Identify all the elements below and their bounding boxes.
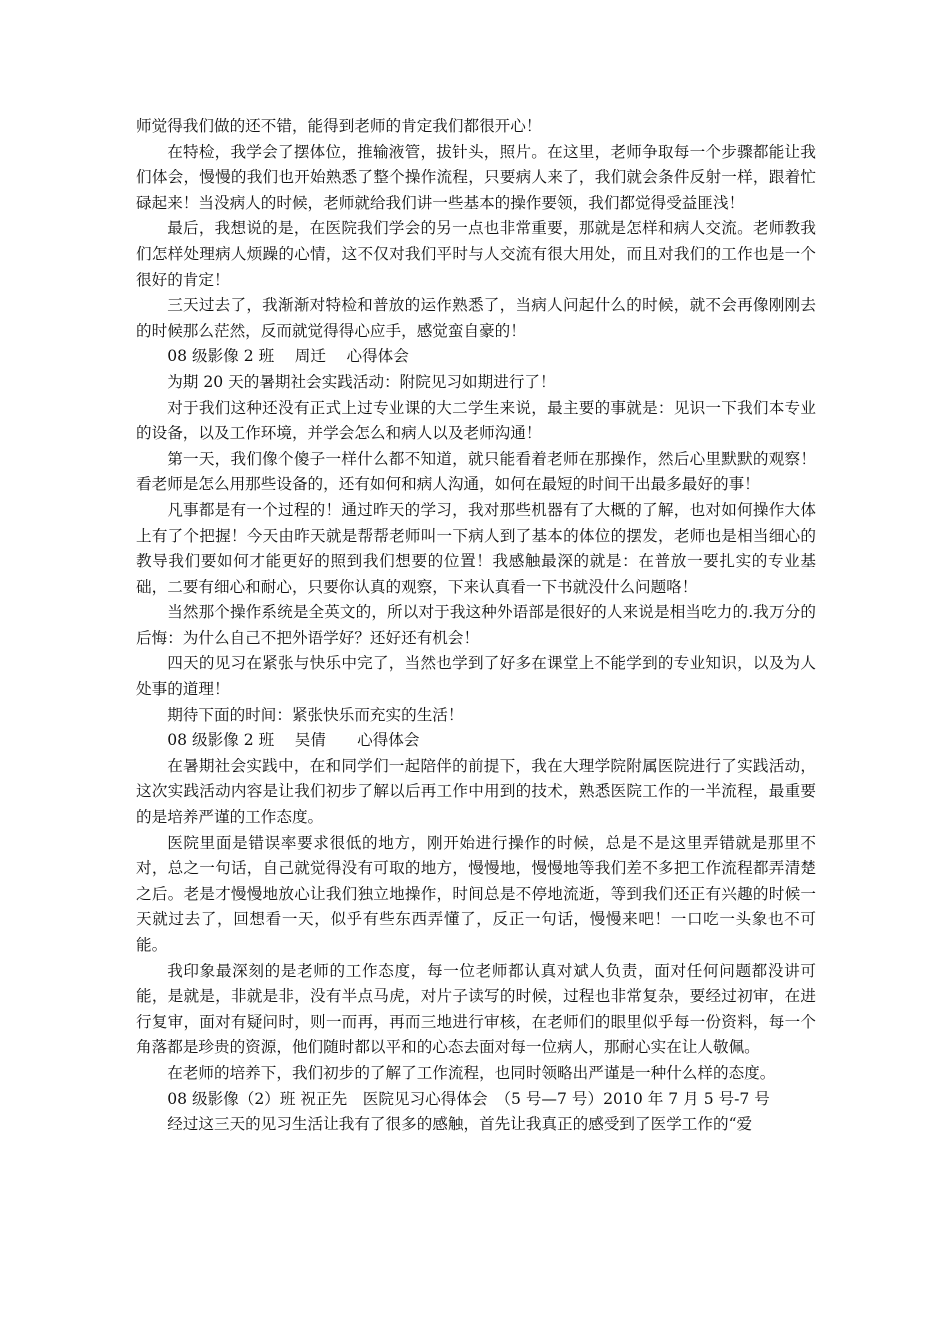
paragraph: 经过这三天的见习生活让我有了很多的感触，首先让我真正的感受到了医学工作的“爱 — [167, 1115, 753, 1134]
paragraph: 四天的见习在紧张与快乐中完了，当然也学到了好多在课堂上不能学到的专业知识，以及为人处事的道理！ — [136, 654, 816, 699]
document-page — [136, 114, 816, 1138]
paragraph: 在特检，我学会了摆体位，推输液管，拔针头，照片。在这里，老师争取每一个步骤都能让我们体会，慢慢的我们也开始熟悉了整个操作流程，只要病人来了，我们就会条件反射一样，跟着忙碌起来！当没病人的时候，老师就给我们讲一些基本的操作要领，我们都觉得受益匪浅！ — [136, 142, 816, 212]
paragraph-continuation: 师觉得我们做的还不错，能得到老师的肯定我们都很开心！ — [136, 117, 542, 135]
paragraph: 三天过去了，我渐渐对特检和普放的运作熟悉了，当病人问起什么的时候，就不会再像刚刚去的时候那么茫然，反而就觉得得心应手，感觉蛮自豪的！ — [136, 296, 816, 340]
section-heading: 08 级影像 2 班 周迁 心得体会 — [167, 347, 409, 366]
paragraph: 期待下面的时间：紧张快乐而充实的生活！ — [167, 705, 464, 724]
paragraph: 在老师的培养下，我们初步的了解了工作流程，也同时领略出严谨是一种什么样的态度。 — [167, 1063, 776, 1082]
paragraph: 在暑期社会实践中，在和同学们一起陪伴的前提下，我在大理学院附属医院进行了实践活动，这次实践活动内容是让我们初步了解以后再工作中用到的技术，熟悉医院工作的一半流程，最重要的是培养严谨的工作态度。 — [136, 756, 816, 827]
paragraph: 我印象最深刻的是老师的工作态度，每一位老师都认真对斌人负责，面对任何问题都没讲可能，是就是，非就是非，没有半点马虎，对片子读写的时候，过程也非常复杂，要经过初审，在进行复审，面对有疑问时，则一而再，再而三地进行审核，在老师们的眼里似乎每一份资料，每一个角落都是珍贵的资源，他们随时都以平和的心态去面对每一位病人，那耐心实在让人敬佩。 — [136, 961, 816, 1057]
paragraph: 当然那个操作系统是全英文的，所以对于我这种外语部是很好的人来说是相当吃力的.我万分的后悔：为什么自己不把外语学好？还好还有机会！ — [136, 603, 816, 647]
paragraph: 凡事都是有一个过程的！通过昨天的学习，我对那些机器有了大概的了解，也对如何操作大体上有了个把握！今天由昨天就是帮帮老师叫一下病人到了基本的体位的摆发，老师也是相当细心的教导我们要如何才能更好的照到我们想要的位置！我感触最深的就是：在普放一要扎实的专业基础，二要有细心和耐心，只要你认真的观察，下来认真看一下书就没什么问题咯！ — [136, 500, 816, 596]
paragraph: 对于我们这种还没有正式上过专业课的大二学生来说，最主要的事就是：见识一下我们本专业的设备，以及工作环境，并学会怎么和病人以及老师沟通！ — [136, 398, 816, 443]
paragraph: 为期 20 天的暑期社会实践活动：附院见习如期进行了！ — [167, 372, 556, 391]
paragraph: 第一天，我们像个傻子一样什么都不知道，就只能看着老师在那操作，然后心里默默的观察！看老师是怎么用那些设备的，还有如何和病人沟通，如何在最短的时间干出最多最好的事！ — [136, 449, 816, 494]
section-heading: 08 级影像（2）班 祝正先 医院见习心得体会 （5 号—7 号）2010 年 7 月 5 号-7 号 — [167, 1089, 770, 1108]
section-heading: 08 级影像 2 班 吴倩 心得体会 — [167, 731, 420, 750]
paragraph: 医院里面是错误率要求很低的地方，刚开始进行操作的时候，总是不是这里弄错就是那里不对，总之一句话，自己就觉得没有可取的地方，慢慢地，慢慢地等我们差不多把工作流程都弄清楚之后。老是才慢慢地放心让我们独立地操作，时间总是不停地流逝，等到我们还正有兴趣的时候一天就过去了，回想看一天，似乎有些东西弄懂了，反正一句话，慢慢来吧！一口吃一头象也不可能。 — [136, 833, 816, 954]
paragraph: 最后，我想说的是，在医院我们学会的另一点也非常重要，那就是怎样和病人交流。老师教我们怎样处理病人烦躁的心情，这不仅对我们平时与人交流有很大用处，而且对我们的工作也是一个很好的肯定！ — [136, 219, 816, 289]
